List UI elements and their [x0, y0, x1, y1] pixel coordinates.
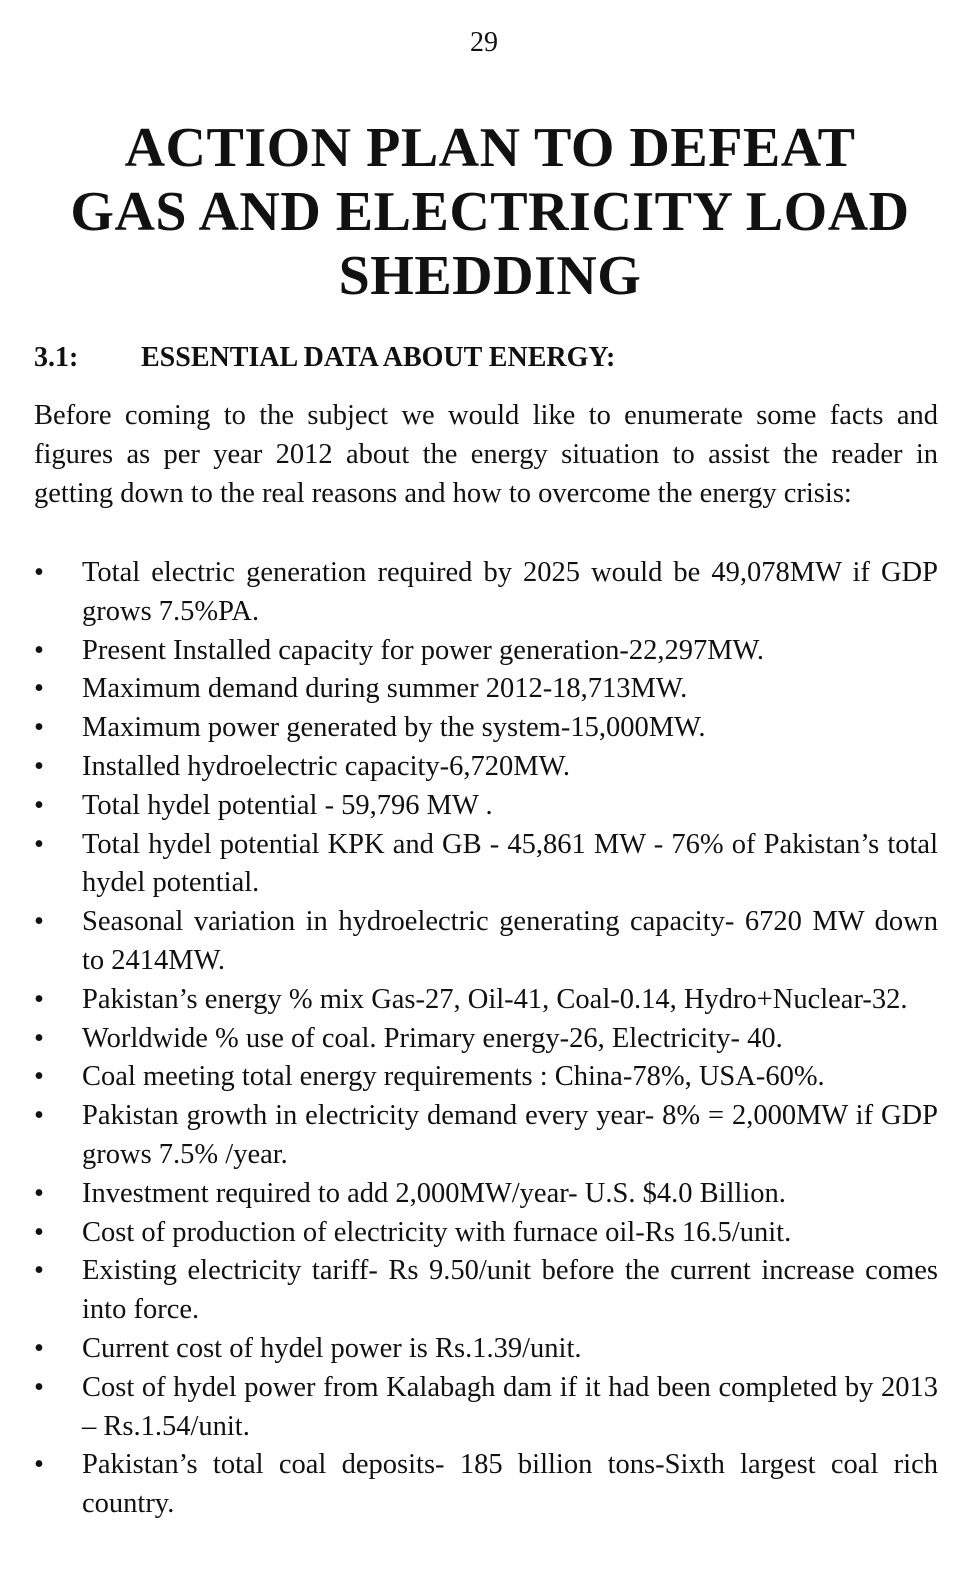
list-item: [34, 826, 938, 904]
list-item-text: Seasonal variation in hydroelectric generating capacity- 6720 MW down to 2414MW.: [82, 906, 938, 976]
list-item: [34, 1097, 938, 1175]
list-item-text: Total hydel potential - 59,796 MW .: [82, 789, 493, 821]
list-item: [34, 1252, 938, 1330]
bullet-icon: •: [34, 983, 44, 1015]
chapter-title-line: GAS AND ELECTRICITY LOAD: [70, 181, 910, 243]
energy-facts-list: [34, 554, 938, 1524]
section-title: ESSENTIAL DATA ABOUT ENERGY:: [141, 342, 616, 373]
list-item: [34, 1369, 938, 1447]
list-item-text: Investment required to add 2,000MW/year- U.S. $4.0 Billion.: [82, 1177, 786, 1209]
list-item: [34, 903, 938, 981]
list-item: [34, 1175, 938, 1214]
intro-paragraph: Before coming to the subject we would like to enumerate some facts and figures as per year 2012 about the energy situation to assist the reader in getting down to the real reasons and how to overcome the energy crisis:: [34, 400, 938, 510]
bullet-icon: •: [34, 1177, 44, 1209]
list-item-text: Pakistan’s total coal deposits- 185 billion tons-Sixth largest coal rich country.: [82, 1449, 938, 1520]
list-item-text: Installed hydroelectric capacity-6,720MW.: [82, 750, 571, 782]
list-item-text: Coal meeting total energy requirements : China-78%, USA-60%.: [82, 1061, 825, 1093]
chapter-title: [40, 116, 940, 308]
bullet-icon: •: [34, 1022, 44, 1054]
chapter-title-line: SHEDDING: [338, 245, 642, 307]
bullet-icon: •: [34, 828, 44, 860]
bullet-icon: •: [34, 673, 44, 705]
list-item-text: Total hydel potential KPK and GB - 45,861 MW - 76% of Pakistan’s total hydel potential.: [82, 828, 938, 899]
bullet-icon: •: [34, 1216, 44, 1248]
bullet-icon: •: [34, 1332, 44, 1364]
bullet-icon: •: [34, 712, 44, 744]
list-item: [34, 709, 938, 748]
list-item-text: Existing electricity tariff- Rs 9.50/unit before the current increase comes into force.: [82, 1255, 938, 1326]
page-number: 29: [470, 27, 498, 58]
bullet-icon: •: [34, 1100, 44, 1132]
bullet-icon: •: [34, 1255, 44, 1287]
list-item: [34, 670, 938, 709]
bullet-icon: •: [34, 1371, 44, 1403]
section-heading: [34, 340, 934, 376]
list-item: [34, 1330, 938, 1369]
list-item: [34, 1446, 938, 1524]
list-item: [34, 554, 938, 632]
bullet-icon: •: [34, 1449, 44, 1481]
bullet-icon: •: [34, 789, 44, 821]
bullet-icon: •: [34, 557, 44, 588]
list-item: [34, 1058, 938, 1097]
chapter-title-line: ACTION PLAN TO DEFEAT: [124, 117, 856, 179]
list-item-text: Pakistan’s energy % mix Gas-27, Oil-41, Coal-0.14, Hydro+Nuclear-32.: [82, 983, 908, 1015]
list-item: [34, 787, 938, 826]
bullet-icon: •: [34, 750, 44, 782]
list-item-text: Maximum power generated by the system-15,000MW.: [82, 712, 706, 744]
list-item-text: Present Installed capacity for power generation-22,297MW.: [82, 634, 764, 666]
list-item: [34, 1020, 938, 1059]
list-item-text: Maximum demand during summer 2012-18,713MW.: [82, 673, 688, 705]
list-item: [34, 1214, 938, 1253]
list-item-text: Cost of hydel power from Kalabagh dam if it had been completed by 2013 – Rs.1.54/unit.: [82, 1371, 938, 1442]
list-item: [34, 981, 938, 1020]
list-item-text: Worldwide % use of coal. Primary energy-26, Electricity- 40.: [82, 1022, 783, 1054]
bullet-icon: •: [34, 1061, 44, 1093]
list-item-text: Pakistan growth in electricity demand every year- 8% = 2,000MW if GDP grows 7.5% /year.: [82, 1100, 938, 1170]
section-number: 3.1:: [34, 342, 79, 373]
list-item: [34, 632, 938, 671]
list-item-text: Cost of production of electricity with furnace oil-Rs 16.5/unit.: [82, 1216, 792, 1248]
bullet-icon: •: [34, 906, 44, 938]
list-item: [34, 748, 938, 787]
bullet-icon: •: [34, 634, 44, 666]
list-item-text: Current cost of hydel power is Rs.1.39/unit.: [82, 1332, 582, 1364]
list-item-text: Total electric generation required by 2025 would be 49,078MW if GDP grows 7.5%PA.: [82, 557, 938, 627]
